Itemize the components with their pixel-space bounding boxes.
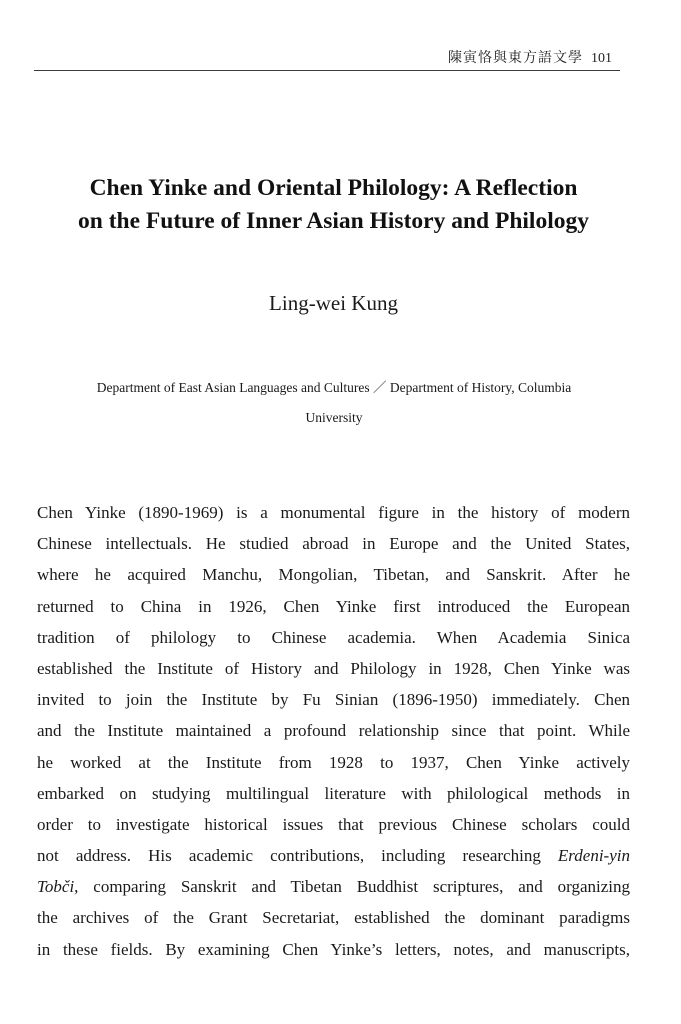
abstract-line: he worked at the Institute from 1928 to 1937, Chen Yinke actively: [37, 752, 630, 772]
abstract-line: in these fields. By examining Chen Yinke’s letters, notes, and manuscripts,: [37, 939, 630, 959]
page-number: 101: [591, 51, 612, 66]
abstract-line: embarked on studying multilingual literature with philological methods in: [37, 783, 630, 803]
abstract-line: [37, 840, 630, 871]
article-title: [20, 172, 647, 238]
abstract-italic-term: Tobči: [37, 877, 75, 897]
author-affiliation: [40, 373, 628, 433]
abstract-line: Chinese intellectuals. He studied abroad in Europe and the United States,: [37, 534, 630, 554]
abstract-line: Chen Yinke (1890-1969) is a monumental figure in the history of modern: [37, 503, 630, 522]
abstract-line: tradition of philology to Chinese academia. When Academia Sinica: [37, 627, 630, 647]
abstract-italic-term: Erdeni-yin: [557, 846, 630, 866]
title-line-1: Chen Yinke and Oriental Philology: A Reflection: [89, 175, 578, 201]
abstract-line: and the Institute maintained a profound relationship since that point. While: [37, 721, 630, 741]
running-header: [34, 44, 620, 71]
journal-title: 陳寅恪與東方語文學: [448, 51, 583, 66]
abstract-line: where he acquired Manchu, Mongolian, Tibetan, and Sanskrit. After he: [37, 565, 630, 585]
abstract-line: the archives of the Grant Secretariat, established the dominant paradigms: [37, 908, 630, 928]
abstract-line: returned to China in 1926, Chen Yinke first introduced the European: [37, 596, 630, 616]
running-header-text: [448, 47, 612, 67]
author-name: Ling-wei Kung: [269, 291, 398, 315]
affiliation-line-2: University: [305, 410, 363, 425]
abstract-text: not address. His academic contributions, including researching: [37, 846, 558, 866]
abstract-text: , comparing Sanskrit and Tibetan Buddhist scriptures, and organizing: [74, 877, 630, 897]
abstract-line: invited to join the Institute by Fu Sinian (1896-1950) immediately. Chen: [37, 690, 630, 710]
title-line-2: on the Future of Inner Asian History and Philology: [78, 208, 589, 234]
abstract-paragraph: [37, 497, 630, 965]
abstract-line: order to investigate historical issues that previous Chinese scholars could: [37, 814, 630, 834]
affiliation-line-1: Department of East Asian Languages and Cultures ／ Department of History, Columbia: [96, 380, 572, 395]
abstract-line: established the Institute of History and Philology in 1928, Chen Yinke was: [37, 658, 630, 678]
abstract-line: [37, 871, 630, 902]
